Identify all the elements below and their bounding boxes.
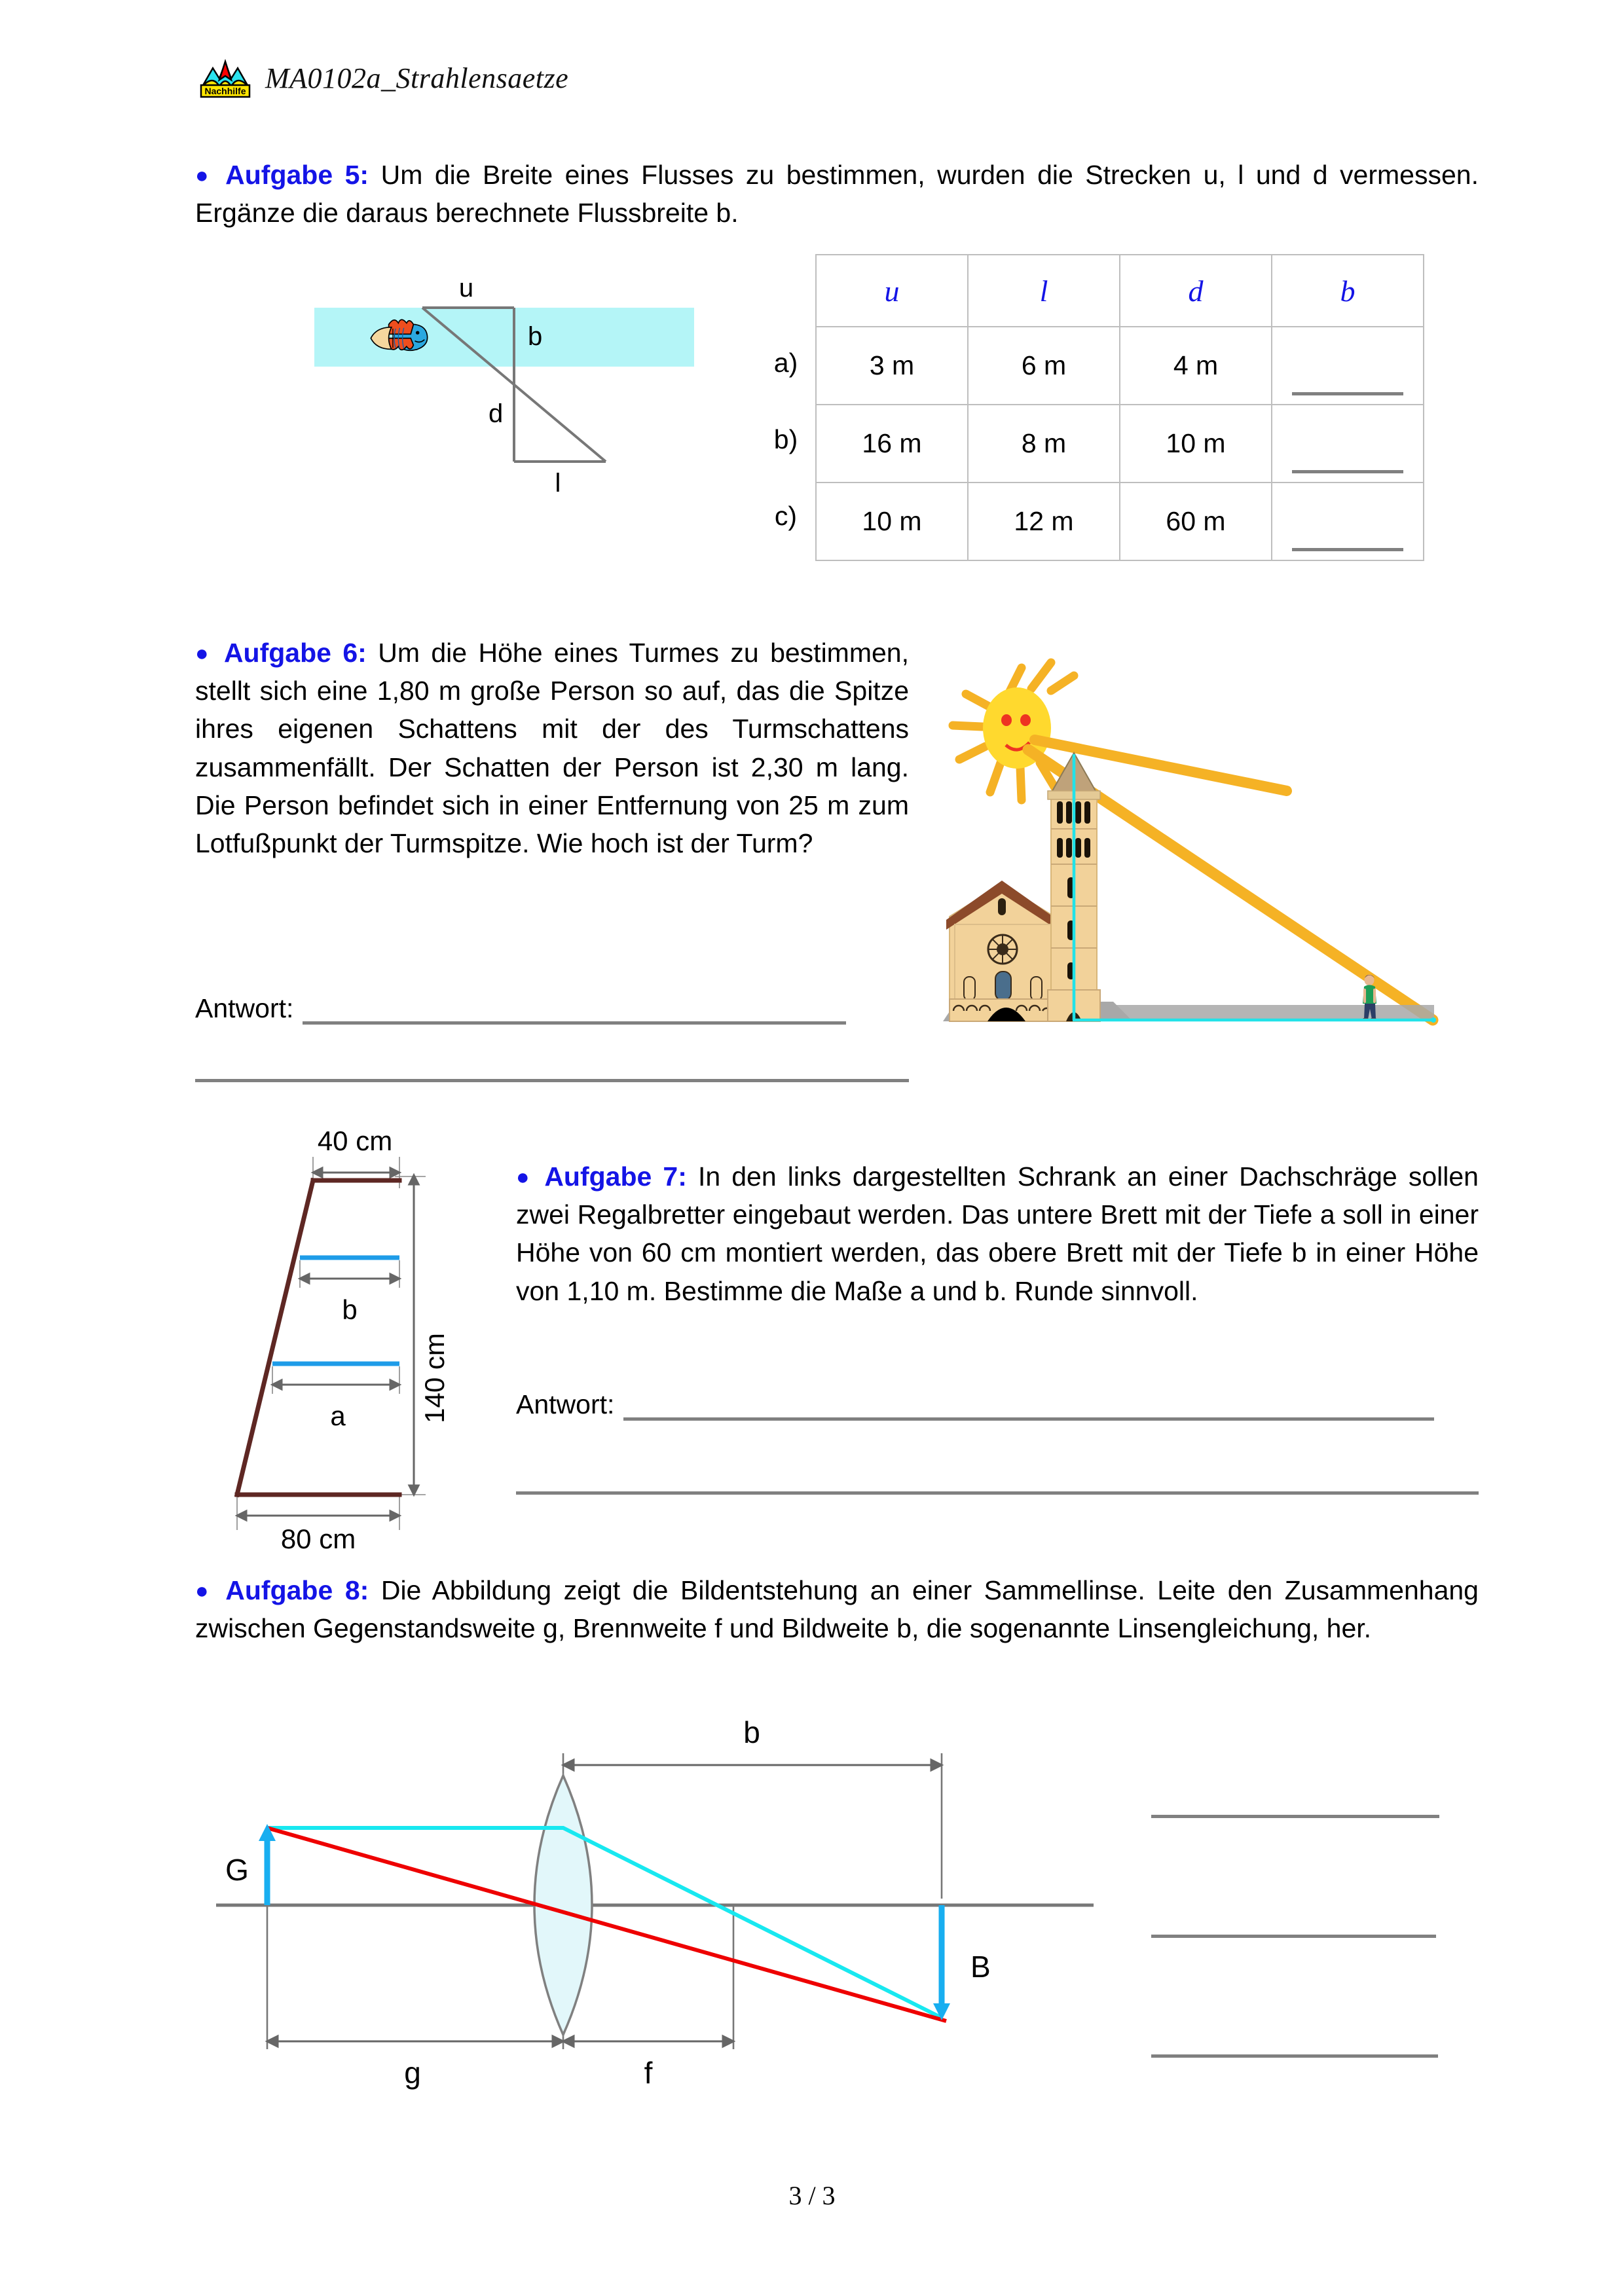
answer-line[interactable] (303, 1021, 846, 1025)
cell-a-l: 6 m (968, 327, 1120, 405)
dim-g (267, 2036, 563, 2047)
table-row (816, 405, 1424, 483)
label-g: g (404, 2056, 421, 2090)
cell-a-u: 3 m (816, 327, 968, 405)
river-label-b: b (528, 322, 543, 351)
task-7-body: In den links dargestellten Schrank an einer Dachschräge sollen zwei Regalbretter eingebaut werden. Das untere Brett mit der Tiefe a soll in einer Höhe von 60 cm montiert werden, das obere Brett mit der Tiefe b in einer Höhe von 1,10 m. Bestimme die Maße a und b. Runde sinnvoll. (516, 1161, 1479, 1306)
cell-c-d: 60 m (1120, 483, 1272, 560)
river-label-l: l (555, 469, 561, 498)
task-8-answer-line-3[interactable] (1151, 2054, 1438, 2058)
answer-label: Antwort: (195, 993, 294, 1023)
task-5-body: Um die Breite eines Flusses zu bestimmen, wurden die Strecken u, l und d vermessen. Ergänze die daraus berechnete Flussbreite b. (195, 160, 1479, 228)
task-8-answer-line-1[interactable] (1151, 1815, 1439, 1818)
document-header (200, 58, 568, 98)
col-header-d: d (1120, 255, 1272, 327)
col-header-u: u (816, 255, 968, 327)
table-row-labels (763, 254, 809, 555)
bullet-icon: ● (195, 163, 213, 188)
bullet-icon: ● (195, 641, 213, 666)
answer-line[interactable] (623, 1417, 1434, 1421)
task-7-label: Aufgabe 7: (544, 1161, 687, 1192)
cabinet-height-label: 140 cm (419, 1333, 450, 1423)
row-label-c: c) (774, 501, 798, 531)
label-f: f (644, 2056, 653, 2090)
task-6-body: Um die Höhe eines Turmes zu bestimmen, stellt sich eine 1,80 m große Person so auf, das die Spitze ihres eigenen Schattens mit der des Turmschattens zusammenfällt. Der Schatten der Person ist 2,30 m lang. Die Person befindet sich in einer Entfernung von 25 m zum Lotfußpunkt der Turmspitze. Wie hoch ist der Turm? (195, 638, 909, 859)
task-6-answer-row[interactable] (195, 995, 909, 1025)
cell-c-b[interactable] (1272, 483, 1424, 560)
shelf-b-label: b (342, 1294, 358, 1325)
cabinet-figure (210, 1125, 517, 1555)
river-figure (308, 274, 707, 527)
bullet-icon: ● (516, 1165, 534, 1190)
river-label-d: d (489, 399, 504, 428)
task-5-text (195, 156, 1479, 232)
blank-line[interactable] (1292, 548, 1403, 551)
table-row (816, 327, 1424, 405)
cell-b-u: 16 m (816, 405, 968, 483)
task-7-answer-line-2[interactable] (516, 1491, 1479, 1495)
label-b: b (743, 1715, 760, 1749)
label-B: B (970, 1950, 991, 1984)
central-ray (267, 1828, 946, 2021)
task-6-text (195, 634, 909, 862)
cell-b-d: 10 m (1120, 405, 1272, 483)
col-header-b: b (1272, 255, 1424, 327)
blank-line[interactable] (1292, 392, 1403, 395)
svg-text:Nachhilfe: Nachhilfe (204, 86, 246, 96)
object-arrow-G (259, 1824, 276, 1905)
cell-b-b[interactable] (1272, 405, 1424, 483)
cell-c-u: 10 m (816, 483, 968, 560)
table-row (816, 483, 1424, 560)
tower-shadow-figure (917, 629, 1493, 1034)
bullet-icon: ● (195, 1578, 213, 1603)
task-8-label: Aufgabe 8: (225, 1575, 369, 1605)
col-header-l: l (968, 255, 1120, 327)
row-label-b: b) (773, 424, 798, 454)
task-6-answer-line-2[interactable] (195, 1079, 909, 1082)
dim-f (563, 2036, 733, 2047)
sun-icon (953, 663, 1074, 800)
task-6-label: Aufgabe 6: (223, 638, 367, 668)
cabinet-outline (237, 1180, 399, 1495)
page-footer: 3 / 3 (788, 2181, 836, 2210)
blank-line[interactable] (1292, 470, 1403, 473)
table-header-row (816, 255, 1424, 327)
task-8-text (195, 1571, 1479, 1647)
task-5-label: Aufgabe 5: (225, 160, 369, 190)
image-arrow-B (933, 1905, 950, 2020)
task-5-table-wrapper (815, 254, 1424, 561)
label-G: G (225, 1853, 249, 1887)
cell-a-b[interactable] (1272, 327, 1424, 405)
dim-b (563, 1760, 942, 1770)
cell-c-l: 12 m (968, 483, 1120, 560)
lens-figure (216, 1702, 1094, 2108)
cabinet-top-width-label: 40 cm (317, 1125, 393, 1156)
row-label-a: a) (773, 348, 798, 378)
cabinet-bottom-width-label: 80 cm (280, 1523, 356, 1554)
cell-b-l: 8 m (968, 405, 1120, 483)
page-title: MA0102a_Strahlensaetze (265, 62, 569, 94)
task-7-answer-row[interactable] (516, 1391, 1479, 1421)
cell-a-d: 4 m (1120, 327, 1272, 405)
task-8-body: Die Abbildung zeigt die Bildentstehung an einer Sammellinse. Leite den Zusammenhang zwischen Gegenstandsweite g, Brennweite f und Bildweite b, die sogenannte Linsengleichung, her. (195, 1575, 1479, 1644)
shelf-a-label: a (330, 1400, 346, 1431)
task-5-table (815, 254, 1424, 561)
nachhilfe-logo-icon (200, 58, 251, 98)
answer-label: Antwort: (516, 1389, 615, 1419)
task-7-text (516, 1157, 1479, 1310)
river-label-u: u (458, 274, 474, 302)
church-building (946, 881, 1058, 1021)
task-8-answer-line-2[interactable] (1151, 1935, 1436, 1938)
